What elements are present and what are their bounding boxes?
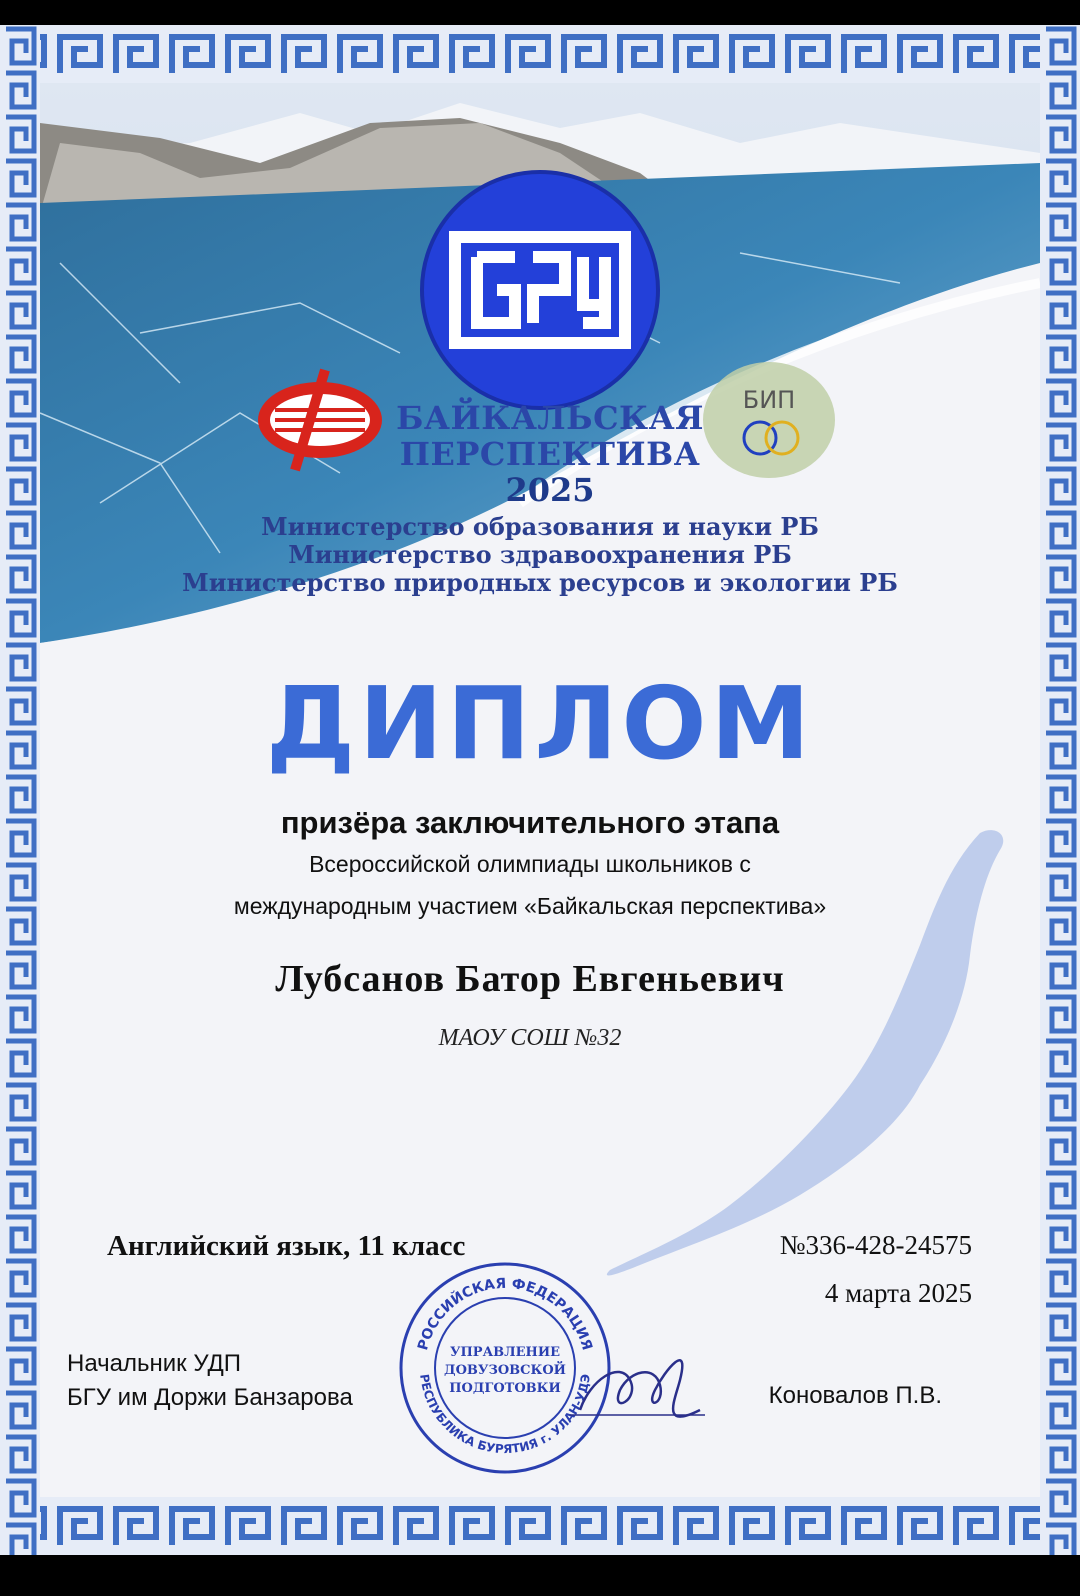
event-title-line2: ПЕРСПЕКТИВА xyxy=(399,435,701,473)
signatory-title xyxy=(67,1347,353,1415)
ministry-line: Министерство природных ресурсов и экологии РБ xyxy=(182,568,898,597)
recipient-school: МАОУ СОШ №32 xyxy=(438,1025,622,1051)
signatory-title-line2: БГУ им Доржи Банзарова xyxy=(67,1384,353,1411)
frame-bottom-border xyxy=(0,1497,1080,1555)
handwritten-signature xyxy=(560,1320,710,1440)
olympiad-description-line2: международным участием «Байкальская перспектива» xyxy=(233,893,827,919)
event-year: 2025 xyxy=(505,471,595,509)
event-title xyxy=(380,400,720,508)
svg-text:ДОВУЗОВСКОЙ: ДОВУЗОВСКОЙ xyxy=(444,1363,566,1378)
signatory-name: Коновалов П.В. xyxy=(768,1382,942,1409)
svg-text:БИП: БИП xyxy=(742,386,796,414)
diploma-heading: ДИПЛОМ xyxy=(265,665,815,782)
svg-text:РОССИЙСКАЯ ФЕДЕРАЦИЯ: РОССИЙСКАЯ ФЕДЕРАЦИЯ xyxy=(415,1275,595,1353)
bsu-logo-icon xyxy=(415,165,665,415)
bip-logo-icon xyxy=(700,360,838,480)
signatory-title-line1: Начальник УДП xyxy=(67,1350,242,1377)
svg-text:УПРАВЛЕНИЕ: УПРАВЛЕНИЕ xyxy=(449,1345,561,1360)
olympiad-description-line1: Всероссийской олимпиады школьников с xyxy=(309,851,751,877)
frame-right-border xyxy=(1040,25,1080,1555)
diploma-date: 4 марта 2025 xyxy=(824,1278,972,1308)
frame-left-border xyxy=(0,25,40,1555)
subject-grade: Английский язык, 11 класс xyxy=(107,1230,466,1262)
event-title-line1: БАЙКАЛЬСКАЯ xyxy=(396,399,704,437)
ministry-line: Министерство здравоохранения РБ xyxy=(288,540,792,569)
svg-text:ПОДГОТОВКИ: ПОДГОТОВКИ xyxy=(449,1381,561,1396)
ministries-list xyxy=(0,513,1080,597)
ministry-line: Министерство образования и науки РБ xyxy=(261,512,819,541)
svg-text:РЕСПУБЛИКА БУРЯТИЯ г. УЛАН-УДЭ: РЕСПУБЛИКА БУРЯТИЯ г. УЛАН-УДЭ xyxy=(417,1373,593,1457)
olympiad-red-logo-icon xyxy=(255,365,385,475)
frame-top-border xyxy=(0,25,1080,83)
diploma-page xyxy=(0,25,1080,1555)
diploma-number: №336-428-24575 xyxy=(779,1230,972,1260)
diploma-subtitle: призёра заключительного этапа xyxy=(280,805,780,840)
recipient-name: Лубсанов Батор Евгеньевич xyxy=(275,958,785,1000)
